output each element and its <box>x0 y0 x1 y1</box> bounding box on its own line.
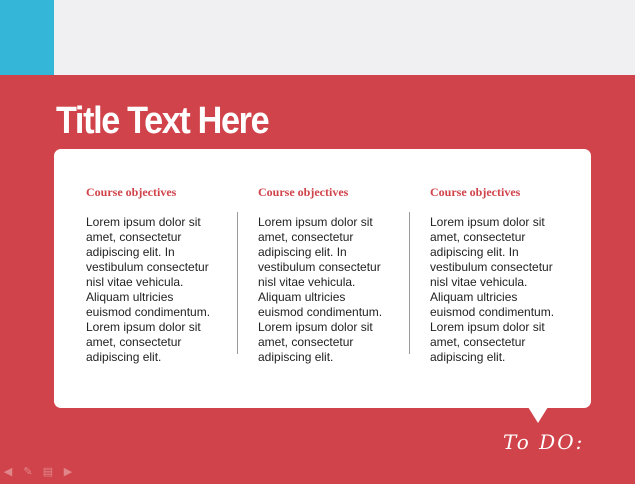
pen-icon[interactable]: ✎ <box>23 466 33 478</box>
column-2-heading[interactable]: Course objectives <box>258 185 349 199</box>
column-divider-1 <box>237 212 238 354</box>
column-divider-2 <box>409 212 410 354</box>
column-2-body[interactable]: Lorem ipsum dolor sit amet, consectetur adipiscing elit. In vestibulum consectetur nisl vitae vehicula. Aliquam ultricies euismod condimentum. Lorem ipsum dolor sit amet, consectetur adipiscing elit. <box>258 215 383 364</box>
column-3-body[interactable]: Lorem ipsum dolor sit amet, consectetur adipiscing elit. In vestibulum consectetur nisl vitae vehicula. Aliquam ultricies euismod condimentum. Lorem ipsum dolor sit amet, consectetur adipiscing elit. <box>430 215 555 364</box>
column-3-heading[interactable]: Course objectives <box>430 185 521 199</box>
column-1 <box>86 185 226 365</box>
top-band <box>0 0 635 75</box>
arrow-right-icon[interactable]: ▶ <box>63 466 73 478</box>
column-1-body[interactable]: Lorem ipsum dolor sit amet, consectetur adipiscing elit. In vestibulum consectetur nisl vitae vehicula. Aliquam ultricies euismod condimentum. Lorem ipsum dolor sit amet, consectetur adipiscing elit. <box>86 215 211 364</box>
slideshow-toolbar <box>0 464 76 480</box>
menu-icon[interactable]: ▤ <box>42 466 54 478</box>
blue-accent-block <box>0 0 54 75</box>
column-1-heading[interactable]: Course objectives <box>86 185 177 199</box>
card-speech-tail <box>528 407 548 423</box>
column-3 <box>430 185 570 365</box>
column-2 <box>258 185 398 365</box>
todo-label[interactable]: To DO: <box>503 430 585 454</box>
slide-title[interactable]: Title Text Here <box>56 100 269 142</box>
arrow-left-icon[interactable]: ◀ <box>3 466 13 478</box>
